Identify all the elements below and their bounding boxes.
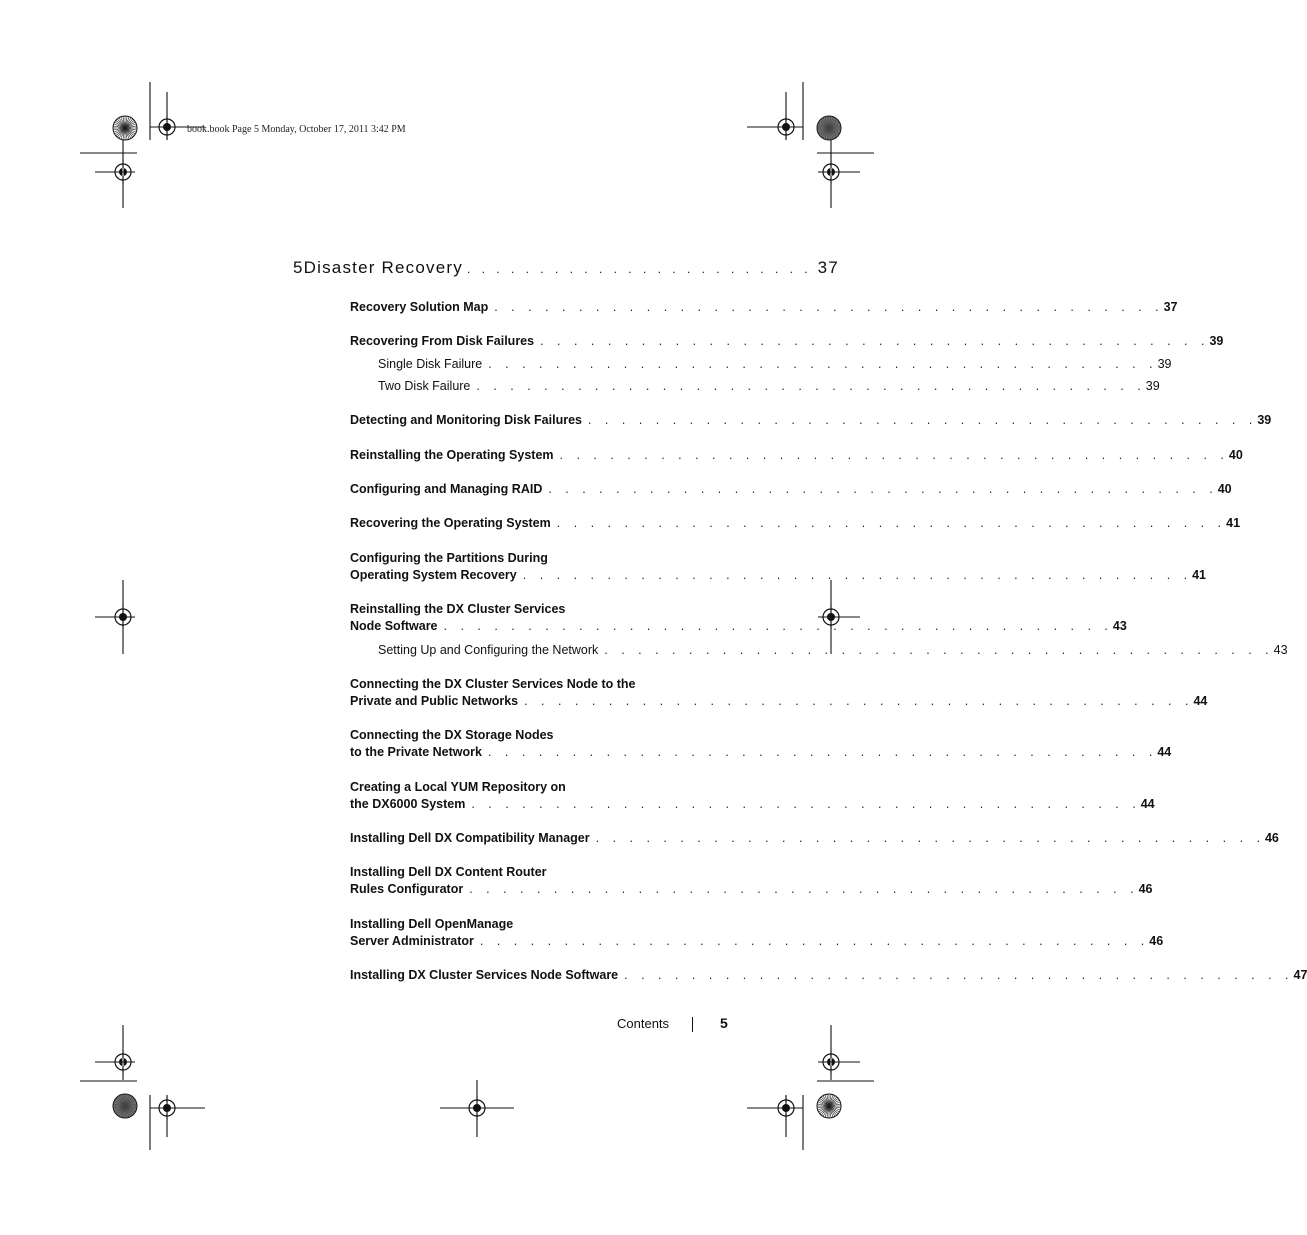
footer-divider: [692, 1017, 693, 1032]
toc-entry-title: Installing Dell DX Compatibility Manager: [350, 831, 590, 845]
star-target-mark: [817, 116, 841, 140]
toc-entry[interactable]: [350, 727, 1172, 761]
toc-entry-title: the DX6000 System: [350, 797, 466, 811]
dot-leader: . . . . . . . . . . . . . . . . . . . . . . . . . . . . . . . . . . . . . . . .: [443, 619, 1113, 633]
dot-leader: . . . . . . . . . . . . . . . . . . . . . . . . . . . . . . . . . . . . . . . .: [540, 334, 1210, 348]
toc-entry-page: 43: [1112, 619, 1127, 633]
toc-entry-page: 44: [1193, 694, 1208, 708]
toc-entry-page: 41: [1192, 568, 1207, 582]
toc-entry-page: 43: [1273, 643, 1288, 657]
dot-leader: . . . . . . . . . . . . . . . . . . . . . . . . . . . . . . . . . . . . . . . .: [494, 300, 1164, 314]
toc-entry-page: 37: [1163, 300, 1178, 314]
toc-entry-title: Recovering the Operating System: [350, 516, 551, 530]
toc-entry-title: Setting Up and Configuring the Network: [378, 643, 599, 657]
toc-entry-page: 47: [1293, 968, 1307, 982]
toc-entry-page: 40: [1217, 482, 1232, 496]
toc-entry-first-line: Installing Dell OpenManage: [350, 917, 514, 931]
toc-entry-first-line: Reinstalling the DX Cluster Services: [350, 602, 566, 616]
toc-entry[interactable]: [350, 864, 1153, 898]
chapter-page: 37: [817, 258, 839, 277]
footer-page-number: 5: [720, 1015, 728, 1031]
star-target-mark: [817, 1094, 841, 1118]
dot-leader: . . . . . . . . . . . . . . . . . . . . . . . . . . . . . . . . . . . . . . . .: [469, 882, 1139, 896]
toc-entry[interactable]: [350, 481, 1232, 498]
toc-entry-title: Reinstalling the Operating System: [350, 448, 554, 462]
toc-entry[interactable]: [350, 550, 1207, 584]
toc-entry-title: Recovering From Disk Failures: [350, 334, 535, 348]
dot-leader: . . . . . . . . . . . . . . . . . . . . . . . . . . . . . . . . . . . . . . . .: [624, 968, 1294, 982]
dot-leader: . . . . . . . . . . . . . . . . . . . . . . . . . . . . . . . . . . . . . . . .: [522, 568, 1193, 582]
print-header-stamp: book.book Page 5 Monday, October 17, 2011 3:42 PM: [187, 124, 406, 135]
toc-entry-first-line: Creating a Local YUM Repository on: [350, 780, 566, 794]
dot-leader: . . . . . . . . . . . . . . . . . . . . . . . . . . . . . . . . . . . . . . . .: [488, 357, 1158, 371]
chapter-title: Disaster Recovery: [303, 258, 463, 277]
toc-entry-title: Recovery Solution Map: [350, 300, 489, 314]
toc-entry-page: 46: [1264, 831, 1279, 845]
toc-entry[interactable]: [350, 967, 1307, 984]
toc-entry-first-line: Configuring the Partitions During: [350, 551, 548, 565]
toc-entry[interactable]: [378, 378, 1160, 395]
toc-entry-page: 44: [1157, 745, 1172, 759]
star-target-mark: [113, 1094, 137, 1118]
toc-entry-page: 46: [1138, 882, 1153, 896]
toc-entry-page: 44: [1140, 797, 1155, 811]
toc-entry-page: 39: [1257, 413, 1272, 427]
dot-leader: . . . . . . . . . . . . . . . . . . . . . . . . . . . . . . . . . . . . . . . .: [476, 379, 1146, 393]
toc-entry[interactable]: [350, 601, 1127, 635]
toc-entry-title: Detecting and Monitoring Disk Failures: [350, 413, 582, 427]
toc-entry-title: Installing DX Cluster Services Node Software: [350, 968, 619, 982]
toc-entry-page: 46: [1149, 934, 1164, 948]
dot-leader: . . . . . . . . . . . . . . . . . . . . . . . . . . . . . . . . . . . . . . . .: [548, 482, 1218, 496]
toc-entry-title: Private and Public Networks: [350, 694, 519, 708]
toc-entry[interactable]: [350, 515, 1241, 532]
toc-entry[interactable]: [350, 830, 1279, 847]
toc-entry[interactable]: [350, 916, 1164, 950]
toc-entry[interactable]: [350, 299, 1178, 316]
dot-leader: . . . . . . . . . . . . . . . . . . . . . . . . . . . . . . . . . . . . . . . .: [604, 643, 1274, 657]
footer-label: Contents: [617, 1016, 670, 1031]
dot-leader: . . . . . . . . . . . . . . . . . . . . . . . .: [466, 262, 812, 276]
dot-leader: . . . . . . . . . . . . . . . . . . . . . . . . . . . . . . . . . . . . . . . .: [524, 694, 1194, 708]
toc-entry[interactable]: [350, 447, 1243, 464]
dot-leader: . . . . . . . . . . . . . . . . . . . . . . . . . . . . . . . . . . . . . . . .: [595, 831, 1265, 845]
toc-entry[interactable]: [350, 779, 1155, 813]
toc-entry-title: Node Software: [350, 619, 438, 633]
dot-leader: . . . . . . . . . . . . . . . . . . . . . . . . . . . . . . . . . . . . . . . .: [487, 745, 1158, 759]
toc-entry-page: 40: [1228, 448, 1243, 462]
toc-entry-page: 39: [1209, 334, 1224, 348]
toc-entry-first-line: Installing Dell DX Content Router: [350, 865, 547, 879]
star-target-mark: [113, 116, 137, 140]
toc-entry-title: Server Administrator: [350, 934, 474, 948]
toc-entry[interactable]: [378, 356, 1172, 373]
toc-entry[interactable]: [350, 333, 1224, 350]
dot-leader: . . . . . . . . . . . . . . . . . . . . . . . . . . . . . . . . . . . . . . . .: [479, 934, 1150, 948]
dot-leader: . . . . . . . . . . . . . . . . . . . . . . . . . . . . . . . . . . . . . . . .: [471, 797, 1141, 811]
chapter-number: 5: [293, 258, 304, 277]
toc-entry-first-line: Connecting the DX Storage Nodes: [350, 728, 554, 742]
toc-entry-page: 39: [1145, 379, 1160, 393]
toc-entry-title: to the Private Network: [350, 745, 482, 759]
toc-entry[interactable]: [350, 412, 1272, 429]
toc-entry-title: Configuring and Managing RAID: [350, 482, 543, 496]
dot-leader: . . . . . . . . . . . . . . . . . . . . . . . . . . . . . . . . . . . . . . . .: [587, 413, 1258, 427]
toc-entry-title: Operating System Recovery: [350, 568, 517, 582]
toc-entry-page: 39: [1157, 357, 1172, 371]
toc-entry-title: Single Disk Failure: [378, 357, 483, 371]
dot-leader: . . . . . . . . . . . . . . . . . . . . . . . . . . . . . . . . . . . . . . . .: [559, 448, 1229, 462]
dot-leader: . . . . . . . . . . . . . . . . . . . . . . . . . . . . . . . . . . . . . . . .: [556, 516, 1227, 530]
toc-entry-title: Two Disk Failure: [378, 379, 471, 393]
toc-entry-first-line: Connecting the DX Cluster Services Node to the: [350, 677, 636, 691]
chapter-heading: [293, 258, 839, 284]
toc-entry-page: 41: [1226, 516, 1241, 530]
toc-entry-title: Rules Configurator: [350, 882, 464, 896]
toc-entry[interactable]: [350, 676, 1208, 710]
toc-entry[interactable]: [378, 642, 1288, 659]
